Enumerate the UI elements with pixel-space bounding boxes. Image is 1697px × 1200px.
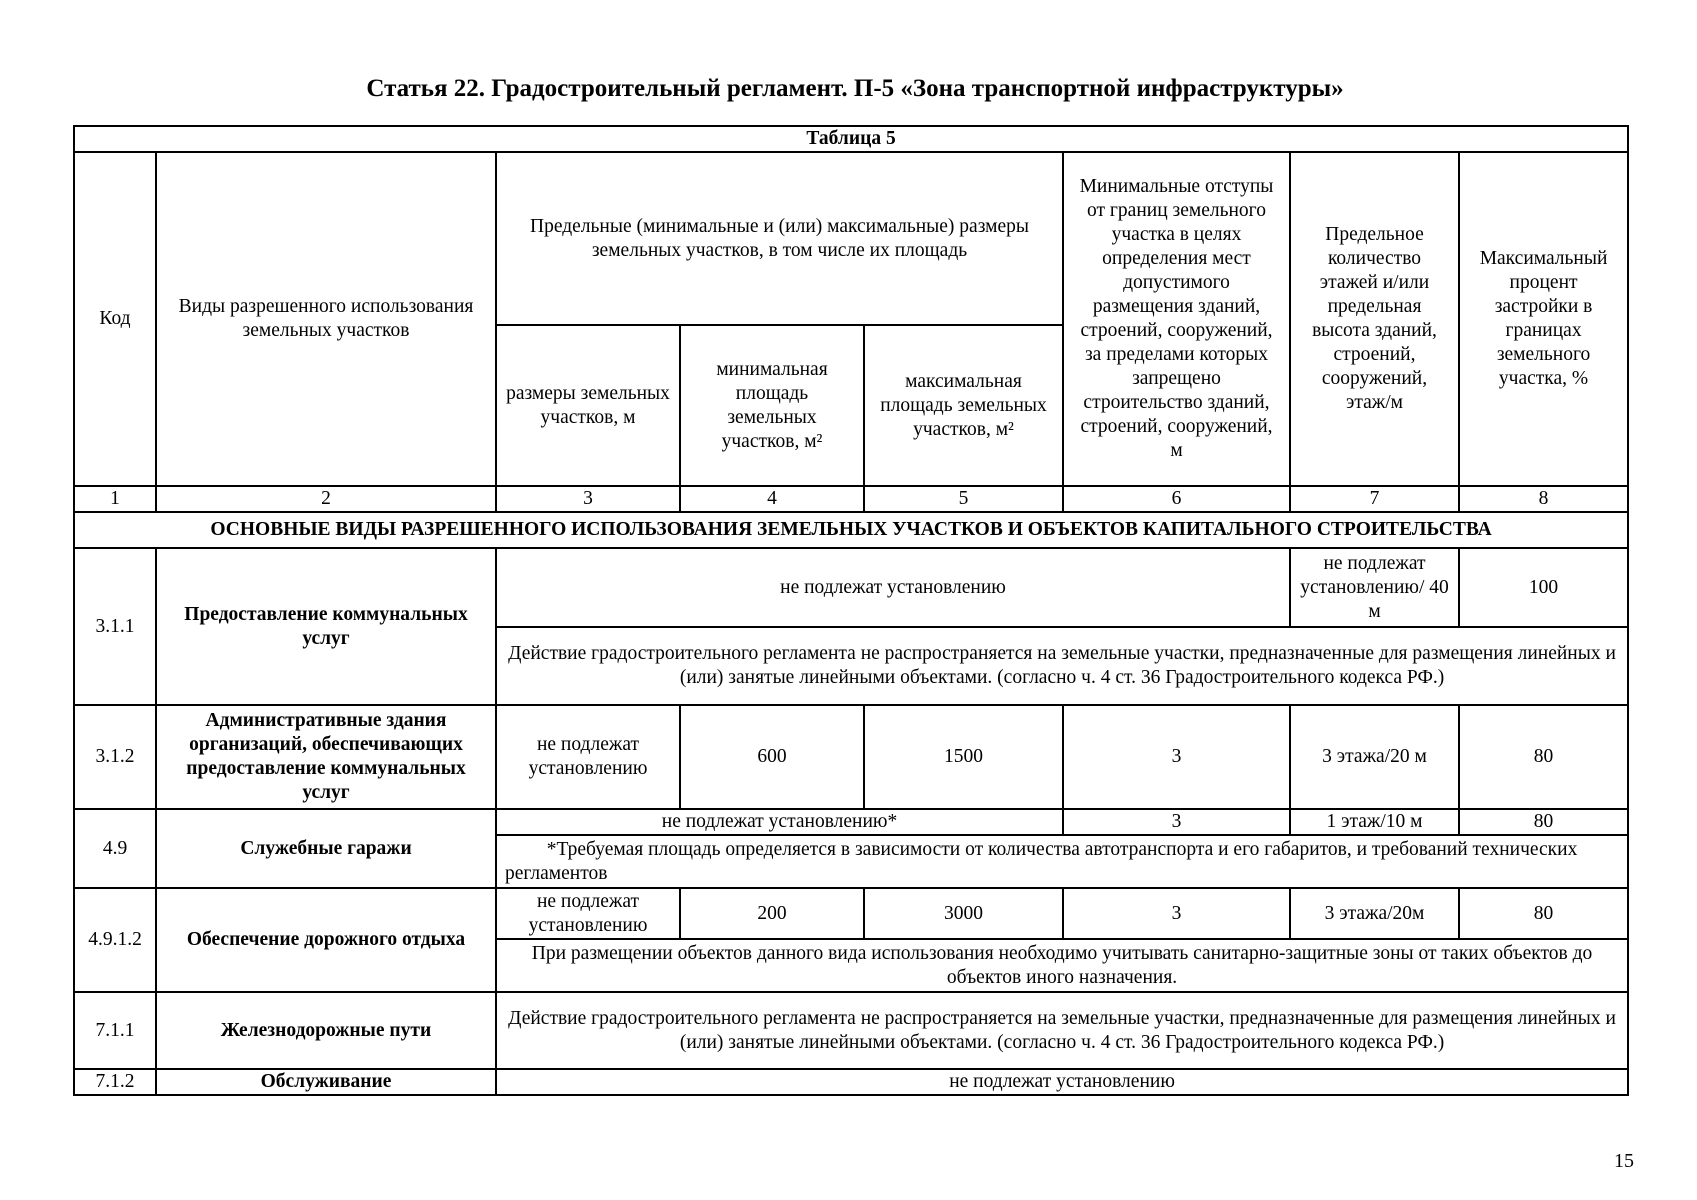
row-sizes: не подлежат установлению: [496, 888, 680, 939]
column-number-row: [74, 486, 1628, 512]
row-name: Предоставление коммунальных услуг: [156, 548, 496, 705]
row-note: При размещении объектов данного вида использования необходимо учитывать санитарно-защитные зоны от таких объектов до объектов иного назначения.: [496, 939, 1628, 992]
row-code: 7.1.2: [74, 1069, 156, 1095]
row-max-area: 3000: [864, 888, 1063, 939]
column-number: 1: [74, 486, 156, 512]
column-number: 3: [496, 486, 680, 512]
row-code: 4.9: [74, 809, 156, 888]
row-name: Административные здания организаций, обеспечивающих предоставление коммунальных услуг: [156, 705, 496, 809]
row-coverage: 80: [1459, 705, 1628, 809]
column-number: 4: [680, 486, 864, 512]
header-use-types: Виды разрешенного использования земельных участков: [156, 152, 496, 486]
table-row: [74, 809, 1628, 835]
row-sizes: не подлежат установлению: [496, 705, 680, 809]
row-floors: не подлежат установлению/ 40 м: [1290, 548, 1459, 627]
header-limits-group: Предельные (минимальные и (или) максимальные) размеры земельных участков, в том числе их площадь: [496, 152, 1063, 325]
regulation-table: [73, 125, 1629, 1096]
table-row: [74, 1069, 1628, 1095]
row-floors: 1 этаж/10 м: [1290, 809, 1459, 835]
column-number: 2: [156, 486, 496, 512]
header-sizes: размеры земельных участков, м: [496, 325, 680, 486]
row-note: *Требуемая площадь определяется в зависимости от количества автотранспорта и его габаритов, и требований технических регламентов: [496, 835, 1628, 888]
row-name: Обеспечение дорожного отдыха: [156, 888, 496, 992]
column-number: 7: [1290, 486, 1459, 512]
row-floors: 3 этажа/20 м: [1290, 705, 1459, 809]
section-title: ОСНОВНЫЕ ВИДЫ РАЗРЕШЕННОГО ИСПОЛЬЗОВАНИЯ ЗЕМЕЛЬНЫХ УЧАСТКОВ И ОБЪЕКТОВ КАПИТАЛЬНОГО СТРОИТЕЛЬСТВА: [74, 512, 1628, 548]
header-max-area: максимальная площадь земельных участков, м²: [864, 325, 1063, 486]
row-min-area: 600: [680, 705, 864, 809]
header-coverage: Максимальный процент застройки в границах земельного участка, %: [1459, 152, 1628, 486]
table-row: [74, 705, 1628, 809]
column-number: 8: [1459, 486, 1628, 512]
row-min-area: 200: [680, 888, 864, 939]
row-coverage: 80: [1459, 809, 1628, 835]
header-code: Код: [74, 152, 156, 486]
table-row: [74, 992, 1628, 1069]
row-floors: 3 этажа/20м: [1290, 888, 1459, 939]
row-code: 7.1.1: [74, 992, 156, 1069]
header-min-area: минимальная площадь земельных участков, м²: [680, 325, 864, 486]
row-name: Железнодорожные пути: [156, 992, 496, 1069]
row-limits-merged: не подлежат установлению*: [496, 809, 1063, 835]
row-setbacks: 3: [1063, 705, 1290, 809]
row-code: 3.1.2: [74, 705, 156, 809]
row-limits-merged: не подлежат установлению: [496, 548, 1290, 627]
row-note: Действие градостроительного регламента не распространяется на земельные участки, предназначенные для размещения линейных и (или) занятые линейными объектами. (согласно ч. 4 ст. 36 Градостроительного кодекса РФ.): [496, 992, 1628, 1069]
column-number: 5: [864, 486, 1063, 512]
row-code: 4.9.1.2: [74, 888, 156, 992]
row-setbacks: 3: [1063, 809, 1290, 835]
row-coverage: 80: [1459, 888, 1628, 939]
row-max-area: 1500: [864, 705, 1063, 809]
table-row: [74, 548, 1628, 627]
page-title: Статья 22. Градостроительный регламент. П-5 «Зона транспортной инфраструктуры»: [366, 75, 1344, 102]
row-coverage: 100: [1459, 548, 1628, 627]
table-row: [74, 888, 1628, 939]
row-code: 3.1.1: [74, 548, 156, 705]
header-floors: Предельное количество этажей и/или предельная высота зданий, строений, сооружений, этаж/м: [1290, 152, 1459, 486]
page-number: 15: [1614, 1150, 1634, 1172]
row-name: Обслуживание: [156, 1069, 496, 1095]
row-note: Действие градостроительного регламента не распространяется на земельные участки, предназначенные для размещения линейных и (или) занятые линейными объектами. (согласно ч. 4 ст. 36 Градостроительного кодекса РФ.): [496, 627, 1628, 705]
header-setbacks: Минимальные отступы от границ земельного участка в целях определения мест допустимого размещения зданий, строений, сооружений, за пределами которых запрещено строительство зданий, строений, сооружений, м: [1063, 152, 1290, 486]
column-number: 6: [1063, 486, 1290, 512]
row-setbacks: 3: [1063, 888, 1290, 939]
row-name: Служебные гаражи: [156, 809, 496, 888]
table-label: Таблица 5: [74, 126, 1628, 152]
row-note: не подлежат установлению: [496, 1069, 1628, 1095]
